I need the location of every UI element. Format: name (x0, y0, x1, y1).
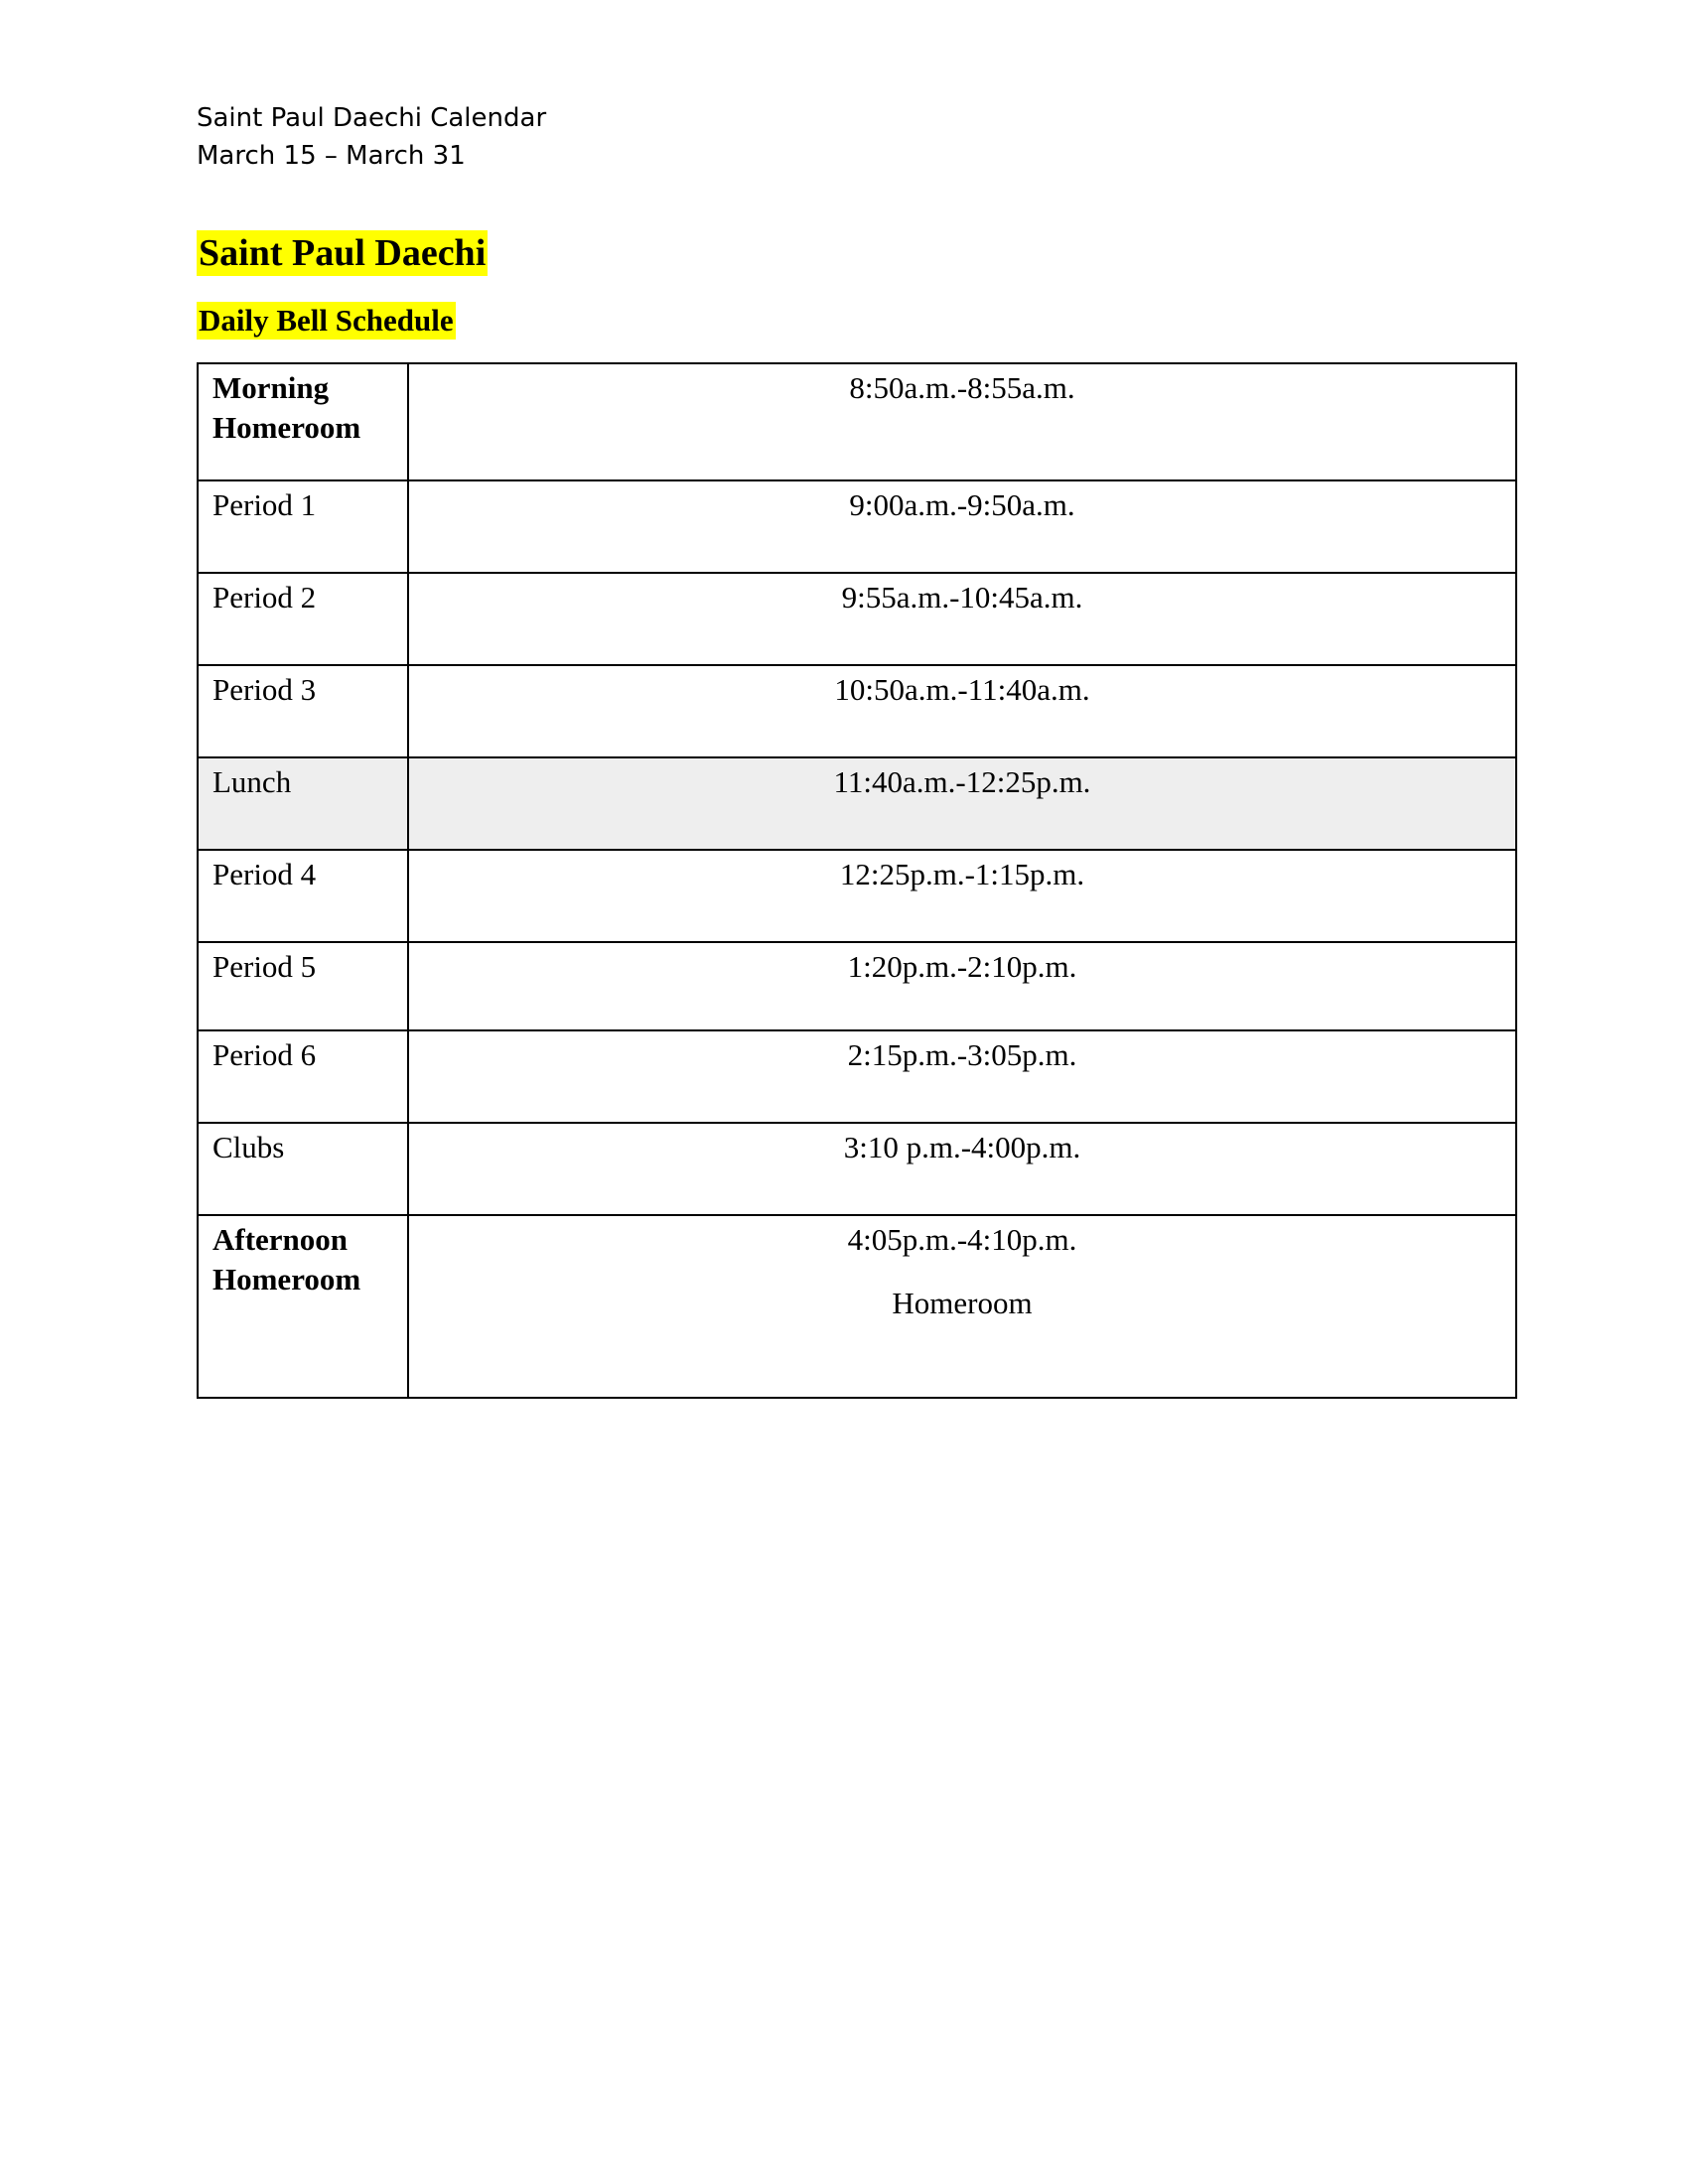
table-row (198, 850, 1516, 942)
period-time: 2:15p.m.-3:05p.m. (408, 1030, 1516, 1123)
header-calendar-title: Saint Paul Daechi Calendar (197, 103, 547, 133)
period-label: Period 4 (198, 850, 408, 942)
period-label: Period 6 (198, 1030, 408, 1123)
period-time: 3:10 p.m.-4:00p.m. (408, 1123, 1516, 1215)
table-row (198, 1030, 1516, 1123)
period-label: Period 2 (198, 573, 408, 665)
period-time: 11:40a.m.-12:25p.m. (408, 757, 1516, 850)
period-time-cell (408, 1215, 1516, 1398)
table-row-lunch (198, 757, 1516, 850)
period-label: Period 5 (198, 942, 408, 1030)
period-label: Morning Homeroom (198, 363, 408, 480)
period-label: Lunch (198, 757, 408, 850)
period-label: Afternoon Homeroom (198, 1215, 408, 1398)
header-date-range: March 15 – March 31 (197, 141, 466, 171)
period-time: 8:50a.m.-8:55a.m. (408, 363, 1516, 480)
period-label: Clubs (198, 1123, 408, 1215)
period-label: Period 1 (198, 480, 408, 573)
page-header (197, 99, 546, 175)
table-row (198, 665, 1516, 757)
period-time: 12:25p.m.-1:15p.m. (408, 850, 1516, 942)
period-note: Homeroom (892, 1286, 1033, 1320)
period-time: 10:50a.m.-11:40a.m. (408, 665, 1516, 757)
schedule-subtitle: Daily Bell Schedule (199, 303, 454, 338)
table-row (198, 1215, 1516, 1398)
period-time: 9:55a.m.-10:45a.m. (408, 573, 1516, 665)
period-time: 4:05p.m.-4:10p.m. (847, 1222, 1077, 1257)
table-row (198, 363, 1516, 480)
table-row (198, 942, 1516, 1030)
table-row (198, 1123, 1516, 1215)
period-time: 9:00a.m.-9:50a.m. (408, 480, 1516, 573)
school-title: Saint Paul Daechi (199, 232, 487, 274)
table-row (198, 480, 1516, 573)
period-time: 1:20p.m.-2:10p.m. (408, 942, 1516, 1030)
period-label: Period 3 (198, 665, 408, 757)
bell-schedule-table (197, 362, 1517, 1399)
table-row (198, 573, 1516, 665)
